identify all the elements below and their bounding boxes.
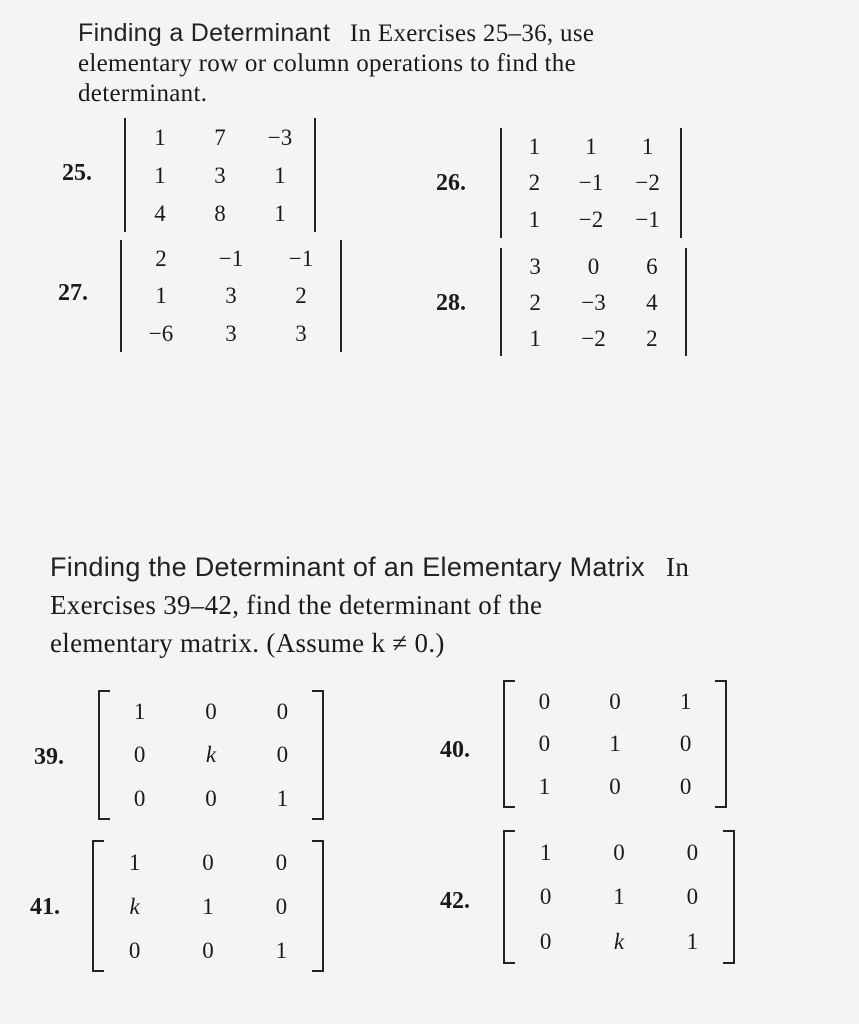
matrix-cell: k (613, 929, 625, 955)
matrix-cell: 2 (529, 289, 541, 315)
section1-line-1 (78, 18, 808, 49)
matrix-cell: 2 (295, 283, 307, 309)
matrix-cell: 0 (202, 937, 214, 963)
matrix-cell: 0 (276, 742, 289, 768)
matrix-cell: 0 (205, 785, 217, 811)
exercise-number-41: 41. (30, 894, 60, 920)
matrix-cell: 0 (609, 774, 621, 800)
matrix-cell: 0 (613, 839, 625, 865)
exercise-number-39: 39. (34, 744, 64, 770)
matrix-cell: 3 (225, 320, 237, 346)
matrix-cell: 0 (686, 884, 699, 910)
matrix-cell: 1 (686, 929, 699, 955)
matrix-cell: 1 (613, 884, 625, 910)
matrix-cell: 4 (646, 289, 658, 315)
matrix-cell: 0 (128, 937, 141, 963)
matrix-cell: 3 (225, 283, 237, 309)
exercise-number-25: 25. (62, 160, 92, 186)
matrix-cell: 1 (529, 325, 541, 351)
matrix-cell: 1 (641, 133, 654, 159)
matrix-cell: 0 (538, 731, 551, 757)
matrix-cell: 1 (538, 774, 551, 800)
matrix-cell: 0 (133, 742, 146, 768)
matrix-cell: 0 (679, 731, 692, 757)
matrix-cell: 1 (274, 200, 286, 226)
section1-instruction-2: elementary row or column operations to find the (78, 50, 576, 77)
section1-instruction-3: determinant. (78, 80, 208, 107)
matrix-cell: −2 (578, 207, 604, 233)
matrix-cell: 1 (202, 893, 214, 919)
matrix-cell: −1 (288, 246, 314, 272)
matrix-cell: 4 (154, 200, 166, 226)
matrix-cell: k (129, 893, 140, 919)
elementary-matrix-40 (503, 680, 727, 808)
matrix-cell: 0 (133, 785, 146, 811)
matrix-cell: 1 (609, 731, 621, 757)
matrix-cell: 0 (539, 884, 552, 910)
elementary-matrix-39 (98, 690, 324, 820)
exercise-number-27: 27. (58, 280, 88, 306)
determinant-matrix-26 (500, 128, 682, 238)
matrix-cell: 1 (585, 133, 597, 159)
exercise-number-26: 26. (436, 170, 466, 196)
matrix-cell: 0 (539, 929, 552, 955)
matrix-cell: 2 (155, 246, 167, 272)
section2-instruction-2: Exercises 39–42, find the determinant of the (50, 590, 543, 620)
exercise-number-42: 42. (440, 888, 470, 914)
matrix-cell: 3 (295, 320, 307, 346)
matrix-cell: 1 (679, 688, 692, 714)
matrix-cell: 0 (276, 699, 289, 725)
exercise-number-28: 28. (436, 290, 466, 316)
matrix-cell: 0 (275, 893, 288, 919)
matrix-cell: 1 (539, 839, 552, 865)
matrix-cell: 0 (275, 849, 288, 875)
section2-heading: Finding the Determinant of an Elementary Matrix (50, 552, 645, 582)
matrix-cell: 0 (587, 253, 600, 279)
matrix-cell: −2 (581, 325, 606, 351)
matrix-cell: 1 (275, 937, 288, 963)
matrix-cell: 2 (646, 325, 658, 351)
matrix-cell: 6 (646, 253, 658, 279)
matrix-cell: 1 (274, 162, 286, 188)
matrix-cell: 3 (214, 162, 226, 188)
matrix-cell: −1 (635, 207, 660, 233)
matrix-cell: 1 (155, 283, 167, 309)
determinant-matrix-28 (500, 248, 687, 356)
section1-intro (78, 18, 808, 109)
elementary-matrix-41 (92, 840, 324, 972)
matrix-cell: 0 (686, 839, 699, 865)
section2-intro (50, 548, 850, 662)
section2-instruction-3: elementary matrix. (Assume k ≠ 0.) (50, 628, 445, 658)
section1-heading: Finding a Determinant (78, 19, 331, 47)
matrix-cell: −6 (148, 320, 174, 346)
exercise-number-40: 40. (440, 737, 470, 763)
matrix-cell: 1 (154, 162, 166, 188)
section1-instruction-1: In Exercises 25–36, use (349, 20, 595, 47)
matrix-cell: 1 (133, 699, 146, 725)
matrix-cell: 1 (276, 785, 289, 811)
matrix-cell: 0 (205, 699, 217, 725)
matrix-cell: −2 (635, 170, 660, 196)
matrix-cell: −1 (578, 170, 604, 196)
determinant-matrix-25 (124, 118, 316, 232)
matrix-cell: 7 (214, 124, 226, 150)
elementary-matrix-42 (503, 830, 735, 964)
matrix-cell: 1 (528, 133, 541, 159)
matrix-cell: 0 (538, 688, 551, 714)
matrix-cell: 0 (202, 849, 214, 875)
matrix-cell: 1 (128, 849, 141, 875)
matrix-cell: 2 (528, 170, 541, 196)
matrix-cell: −3 (267, 124, 293, 150)
section2-line-1 (50, 548, 850, 586)
matrix-cell: 3 (529, 253, 541, 279)
matrix-cell: 8 (214, 200, 226, 226)
matrix-cell: k (205, 742, 217, 768)
section2-instruction-1: In (666, 552, 690, 582)
matrix-cell: 0 (609, 688, 621, 714)
matrix-cell: −3 (581, 289, 606, 315)
matrix-cell: 1 (528, 207, 541, 233)
matrix-cell: 1 (154, 124, 166, 150)
determinant-matrix-27 (120, 240, 342, 352)
matrix-cell: 0 (679, 774, 692, 800)
matrix-cell: −1 (218, 246, 244, 272)
